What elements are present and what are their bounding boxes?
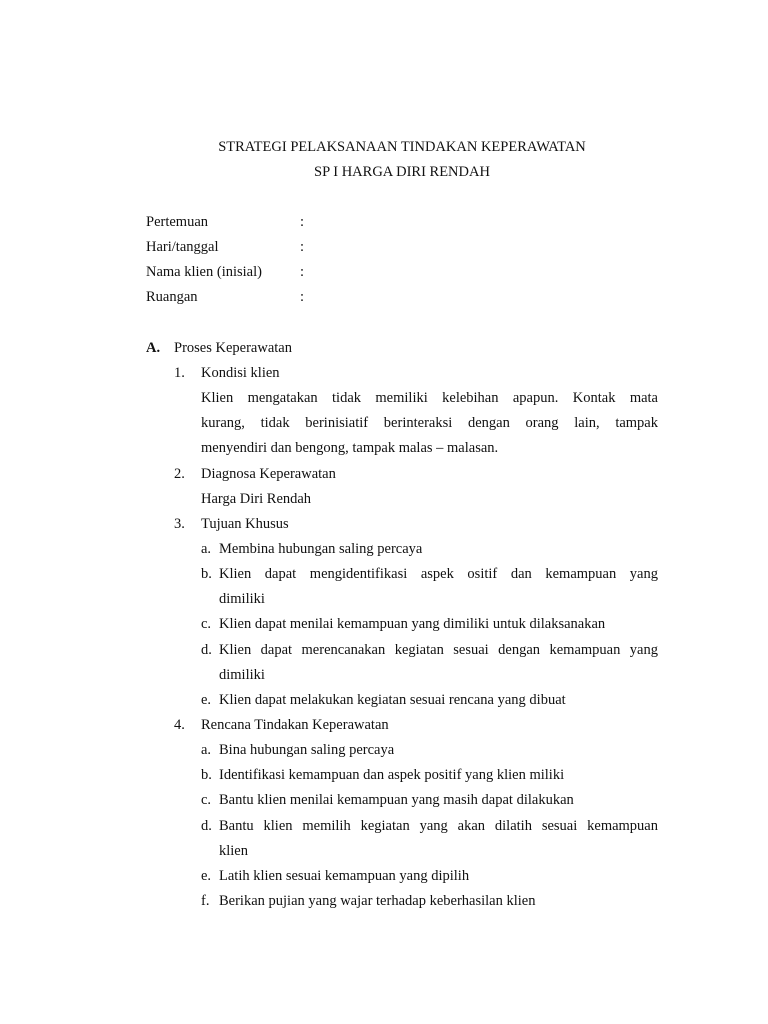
sub-item-text: Berikan pujian yang wajar terhadap keberhasilan klien bbox=[219, 893, 536, 909]
sub-letter: b. bbox=[201, 566, 212, 582]
list-item-title: Tujuan Khusus bbox=[201, 516, 289, 532]
document-subtitle: SP I HARGA DIRI RENDAH bbox=[314, 164, 490, 180]
info-label-ruangan: Ruangan bbox=[146, 289, 198, 305]
document-title: STRATEGI PELAKSANAAN TINDAKAN KEPERAWATAN bbox=[218, 139, 586, 155]
sub-item-text-cont: dimiliki bbox=[219, 667, 265, 683]
info-colon: : bbox=[300, 239, 305, 255]
sub-letter: a. bbox=[201, 541, 212, 557]
sub-letter: e. bbox=[201, 692, 212, 708]
sub-item-text: Klien dapat mengidentifikasi aspek ositif dan kemampuan yang bbox=[219, 566, 658, 582]
list-item-title: Diagnosa Keperawatan bbox=[201, 466, 336, 482]
section-a-marker: A. bbox=[146, 340, 161, 356]
sub-item-text: Klien dapat melakukan kegiatan sesuai rencana yang dibuat bbox=[219, 692, 566, 708]
sub-letter: c. bbox=[201, 792, 212, 808]
list-item-body: Harga Diri Rendah bbox=[201, 491, 312, 507]
paragraph-line: Klien mengatakan tidak memiliki kelebihan apapun. Kontak mata bbox=[201, 390, 658, 406]
sub-letter: d. bbox=[201, 642, 212, 658]
info-colon: : bbox=[300, 214, 305, 230]
sub-item-text: Klien dapat menilai kemampuan yang dimiliki untuk dilaksanakan bbox=[219, 616, 606, 632]
info-label-nama-klien: Nama klien (inisial) bbox=[146, 264, 262, 280]
sub-item-text: Membina hubungan saling percaya bbox=[219, 541, 423, 557]
paragraph-line: menyendiri dan bengong, tampak malas – malasan. bbox=[201, 440, 499, 456]
sub-item-text: Bantu klien menilai kemampuan yang masih dapat dilakukan bbox=[219, 792, 574, 808]
paragraph-kondisi-klien bbox=[201, 386, 658, 461]
sub-item-text: Latih klien sesuai kemampuan yang dipilih bbox=[219, 868, 470, 884]
sub-letter: d. bbox=[201, 818, 212, 834]
sub-item-text-cont: klien bbox=[219, 843, 248, 859]
info-colon: : bbox=[300, 264, 305, 280]
section-a-title: Proses Keperawatan bbox=[174, 340, 292, 356]
list-item-title: Rencana Tindakan Keperawatan bbox=[201, 717, 389, 733]
sub-item-text: Bina hubungan saling percaya bbox=[219, 742, 395, 758]
sub-letter: b. bbox=[201, 767, 212, 783]
list-number: 4. bbox=[174, 717, 185, 733]
sub-item-text: Klien dapat merencanakan kegiatan sesuai dengan kemampuan yang bbox=[219, 642, 658, 658]
sub-item-text: Identifikasi kemampuan dan aspek positif yang klien miliki bbox=[219, 767, 565, 783]
list-item-title: Kondisi klien bbox=[201, 365, 280, 381]
list-number: 2. bbox=[174, 466, 185, 482]
info-label-pertemuan: Pertemuan bbox=[146, 214, 209, 230]
sub-letter: c. bbox=[201, 616, 212, 632]
sub-item-text: Bantu klien memilih kegiatan yang akan dilatih sesuai kemampuan bbox=[219, 818, 658, 834]
sub-letter: a. bbox=[201, 742, 212, 758]
sub-letter: f. bbox=[201, 893, 210, 909]
list-number: 3. bbox=[174, 516, 185, 532]
paragraph-line: kurang, tidak berinisiatif berinteraksi dengan orang lain, tampak bbox=[201, 415, 658, 431]
sub-letter: e. bbox=[201, 868, 212, 884]
info-label-hari-tanggal: Hari/tanggal bbox=[146, 239, 219, 255]
list-number: 1. bbox=[174, 365, 185, 381]
info-colon: : bbox=[300, 289, 305, 305]
sub-item-text-cont: dimiliki bbox=[219, 591, 265, 607]
